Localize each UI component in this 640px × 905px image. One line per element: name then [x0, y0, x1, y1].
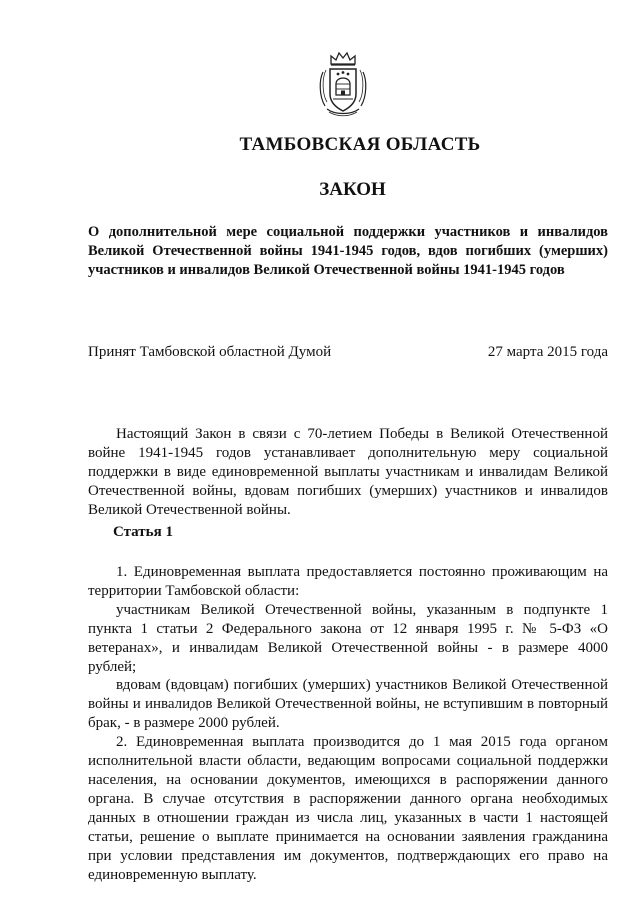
adoption-date: 27 марта 2015 года: [487, 344, 608, 360]
article-paragraph: вдовам (вдовцам) погибших (умерших) участников Великой Отечественной войны и инвалидов Великой Отечественной войны, не вступившим в повторный брак, - в размере 2000 рублей.: [88, 677, 608, 732]
adopted-by: Принят Тамбовской областной Думой: [88, 344, 332, 360]
article-heading: Статья 1: [113, 524, 173, 540]
article-paragraph: 2. Единовременная выплата производится до 1 мая 2015 года органом исполнительной власти области, ведающим вопросами социальной поддержки населения, на основании документов, имеющихся в распоряжении данного органа. В случае отсутствия в распоряжении данного органа необходимых данных в отношении граждан из числа лиц, указанных в части 1 настоящей статьи, решение о выплате принимается на основании заявления гражданина при условии представления им документов, подтверждающих его право на единовременную выплату.: [88, 734, 608, 883]
region-title: ТАМБОВСКАЯ ОБЛАСТЬ: [239, 134, 481, 155]
article-paragraph: 1. Единовременная выплата предоставляется постоянно проживающим на территории Тамбовской области:: [88, 564, 608, 599]
law-subject: О дополнительной мере социальной поддержки участников и инвалидов Великой Отечественной войны 1941-1945 годов, вдов погибших (умерших) участников и инвалидов Великой Отечественной войны 1941-1945 годов: [88, 224, 608, 278]
article-paragraph: участникам Великой Отечественной войны, указанным в подпункте 1 пункта 1 статьи 2 Федерального закона от 12 января 1995 г. № 5-ФЗ «О ветеранах», и инвалидам Великой Отечественной войны - в размере 4000 рублей;: [88, 601, 608, 675]
adoption-line: [88, 344, 608, 361]
coat-of-arms-icon: [317, 50, 369, 118]
article-body: [88, 563, 608, 884]
preamble-paragraph: Настоящий Закон в связи с 70-летием Победы в Великой Отечественной войне 1941-1945 годов устанавливает дополнительную меру социальной поддержки в виде единовременной выплаты участникам и инвалидам Великой Отечественной войны, вдовам погибших (умерших) участников и инвалидов Великой Отечественной войны.: [88, 426, 608, 518]
document-type-title: ЗАКОН: [319, 179, 386, 200]
